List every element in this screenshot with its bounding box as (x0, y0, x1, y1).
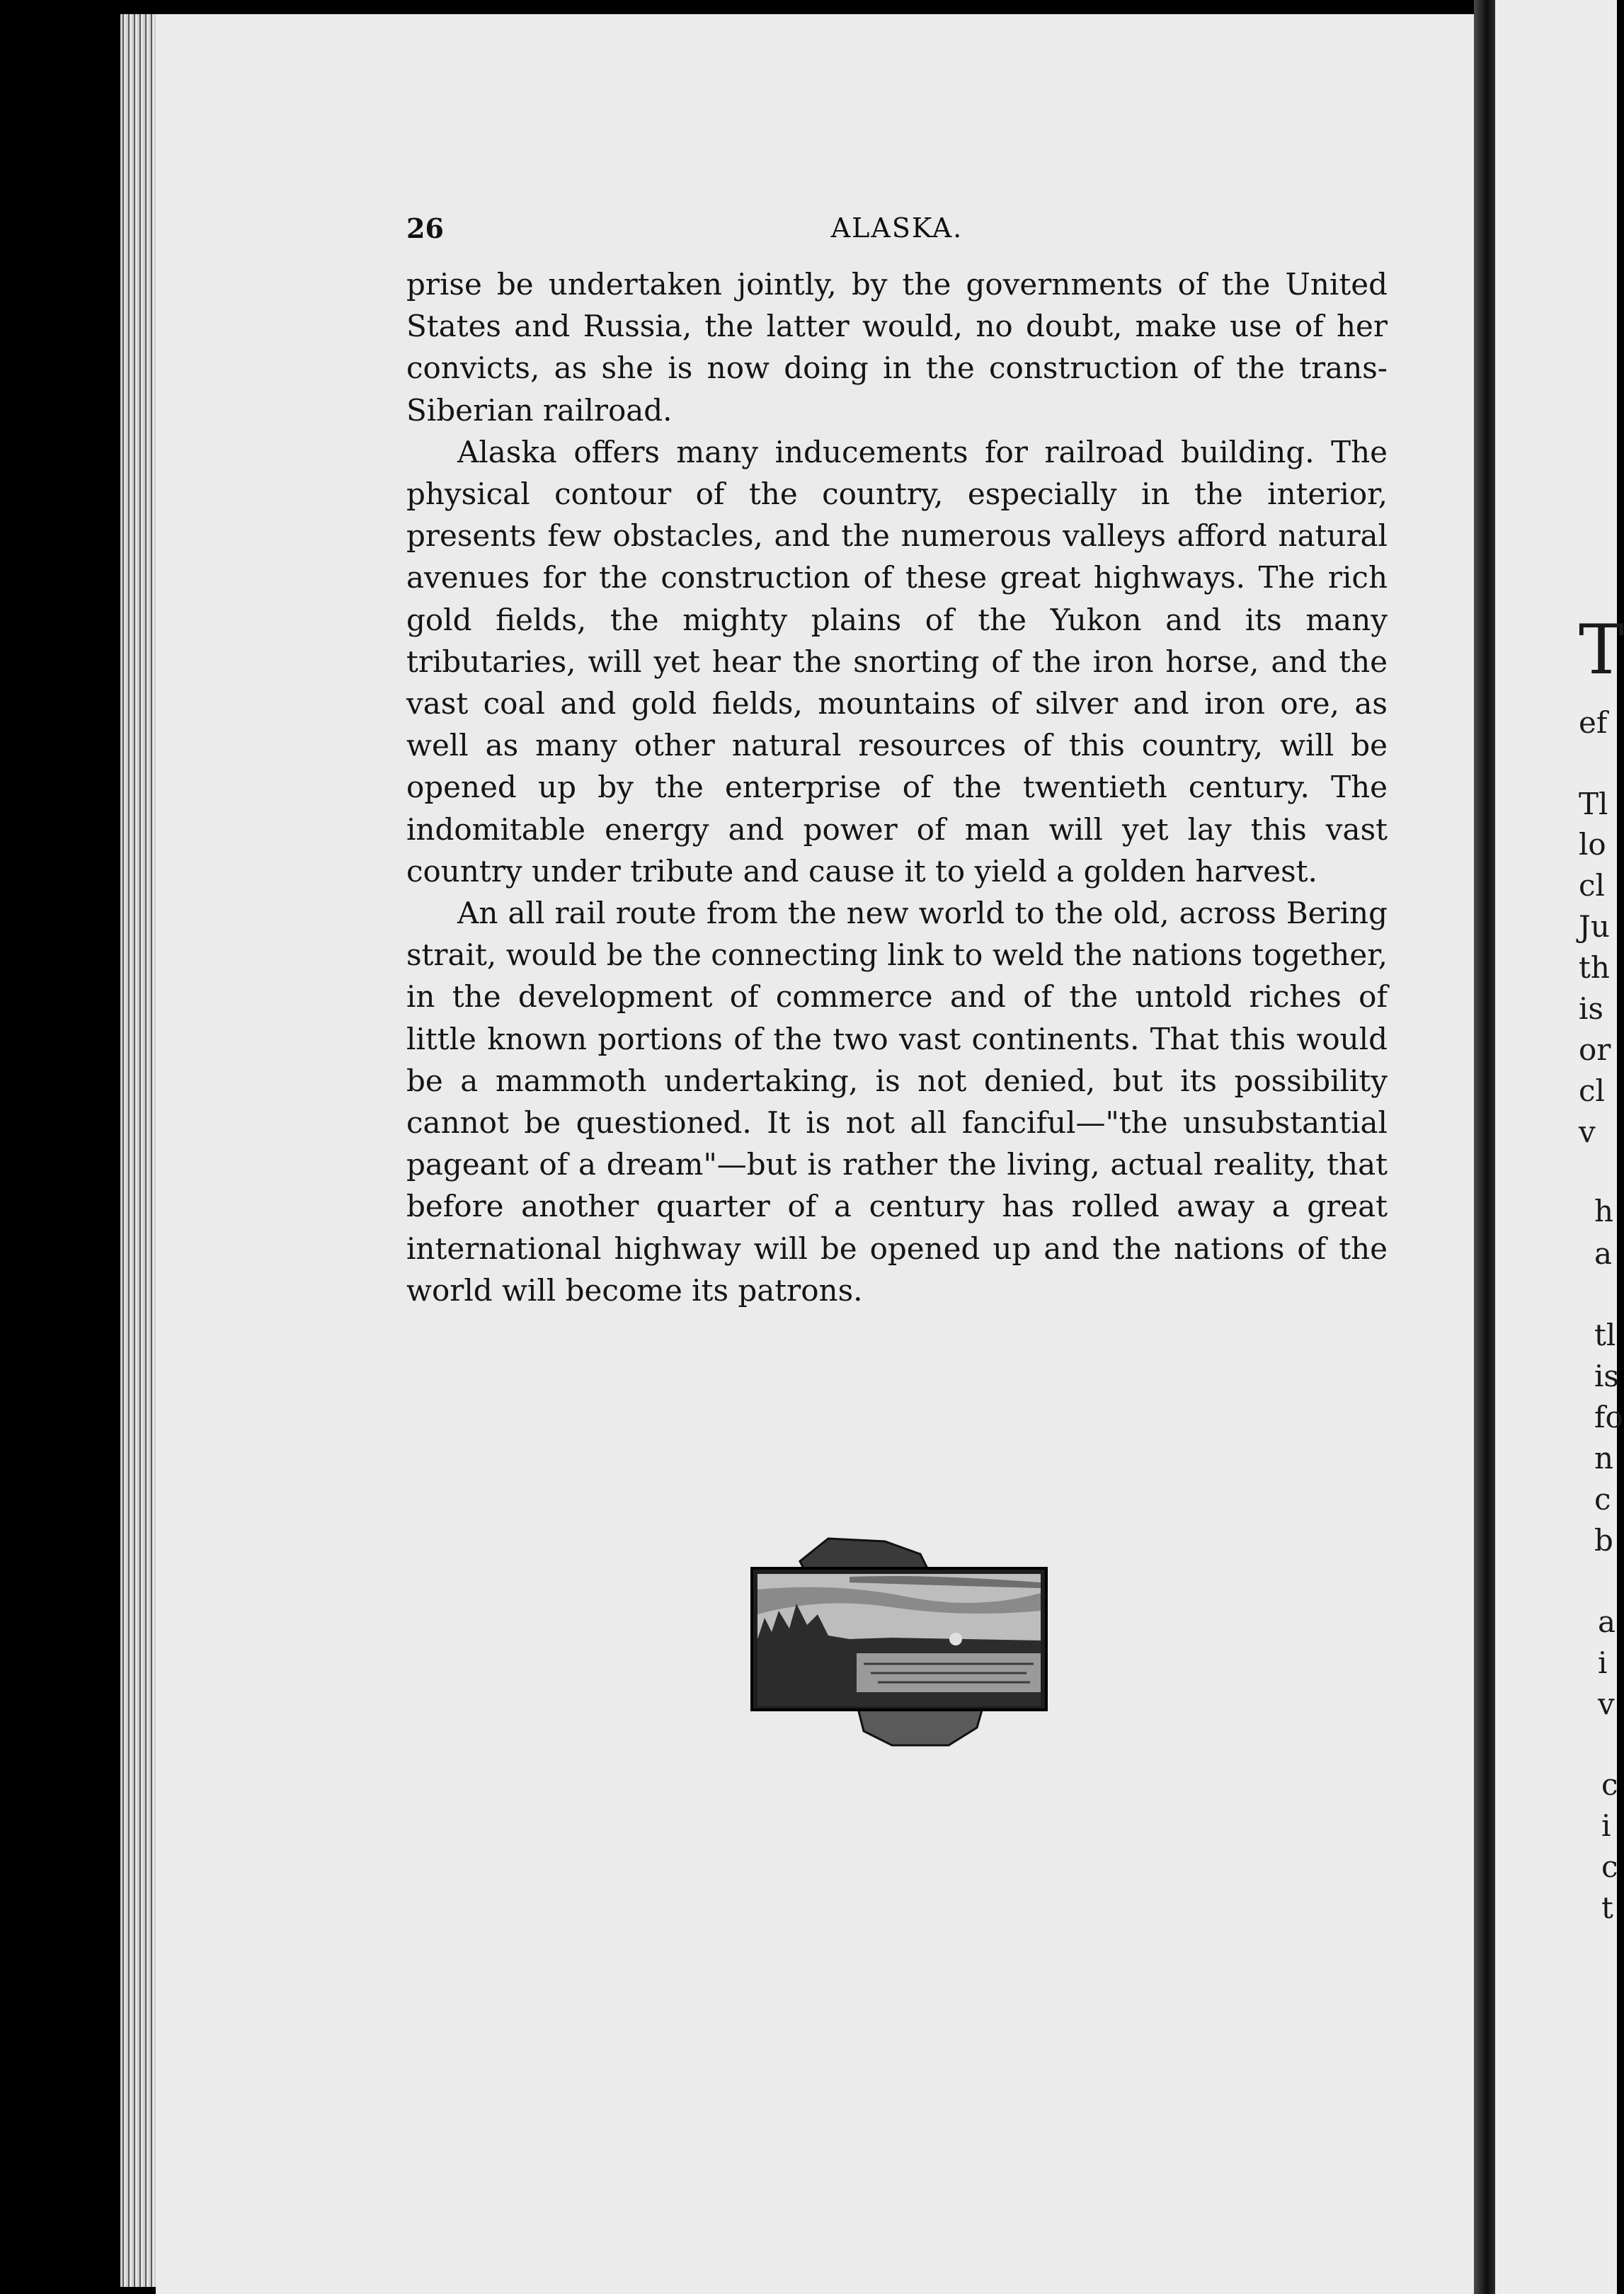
next-page-fragment: c (1601, 1849, 1618, 1884)
next-page-fragment: tl (1594, 1318, 1616, 1352)
next-page-fragment: a (1598, 1604, 1616, 1639)
body-text (406, 263, 1388, 1311)
next-page-fragment: a (1594, 1236, 1613, 1271)
next-page-fragment: or (1579, 1032, 1611, 1067)
next-page-fragment: fo (1594, 1400, 1623, 1434)
next-page-fragment: c (1594, 1482, 1611, 1517)
next-page-fragment: v (1579, 1114, 1596, 1149)
paragraph: An all rail route from the new world to the old, across Bering strait, would be the connecting link to weld the nations together, in the development of commerce and of the untold riches of little known portions of the two vast continents. That this would be a mammoth undertaking, is not denied, but its possibility cannot be questioned. It is not all fanciful—"the unsubstantial pageant of a dream"—but is rather the living, actual reality, that before another quarter of a century has rolled away a great international highway will be opened up and the nations of the world will become its patrons. (406, 896, 1388, 1308)
next-page-fragment: cl (1579, 1073, 1605, 1108)
next-page-fragment: i (1598, 1645, 1608, 1680)
next-page-fragment: v (1598, 1687, 1615, 1721)
next-page-fragment: cl (1579, 868, 1605, 903)
next-page-fragment: Ju (1579, 909, 1610, 944)
next-page-fragment: c (1601, 1767, 1618, 1802)
page-edges (120, 14, 156, 2287)
next-page-fragment: i (1601, 1808, 1611, 1843)
page-number: 26 (406, 212, 444, 244)
running-title: ALASKA. (830, 212, 963, 244)
next-page-fragment: is (1579, 991, 1603, 1026)
vignette-moon (949, 1633, 962, 1645)
next-page-fragment: th (1579, 950, 1610, 985)
next-page-fragment: t (1601, 1890, 1613, 1925)
next-page-edge (1495, 0, 1624, 2294)
next-page-fragment: n (1594, 1441, 1614, 1476)
next-page-fragment: ef (1579, 705, 1608, 740)
next-page-fragment: lo (1579, 827, 1606, 862)
left-black-margin (0, 0, 120, 2294)
next-page-fragment: b (1594, 1523, 1613, 1558)
book-gutter (1474, 0, 1495, 2294)
landscape-vignette (750, 1533, 1062, 1752)
paragraph: prise be undertaken jointly, by the governments of the United States and Russia, the latter would, no doubt, make use of her convicts, as she is now doing in the construction of the trans-Siberian railroad. (406, 267, 1388, 428)
next-page-fragment: T (1579, 610, 1624, 690)
next-page-fragment: is (1594, 1359, 1619, 1393)
next-page-fragment: Tl (1579, 787, 1608, 821)
next-page-fragment: h (1594, 1194, 1614, 1228)
page-header (406, 212, 1388, 252)
paragraph: Alaska offers many inducements for railroad building. The physical contour of the country, especially in the interior, presents few obstacles, and the numerous valleys afford natural avenues for the construction of these great highways. The rich gold fields, the mighty plains of the Yukon and its many tributaries, will yet hear the snorting of the iron horse, and the vast coal and gold fields, mountains of silver and iron ore, as well as many other natural resources of this country, will be opened up by the enterprise of the twentieth century. The indomitable energy and power of man will yet lay this vast country under tribute and cause it to yield a golden harvest. (406, 434, 1388, 889)
